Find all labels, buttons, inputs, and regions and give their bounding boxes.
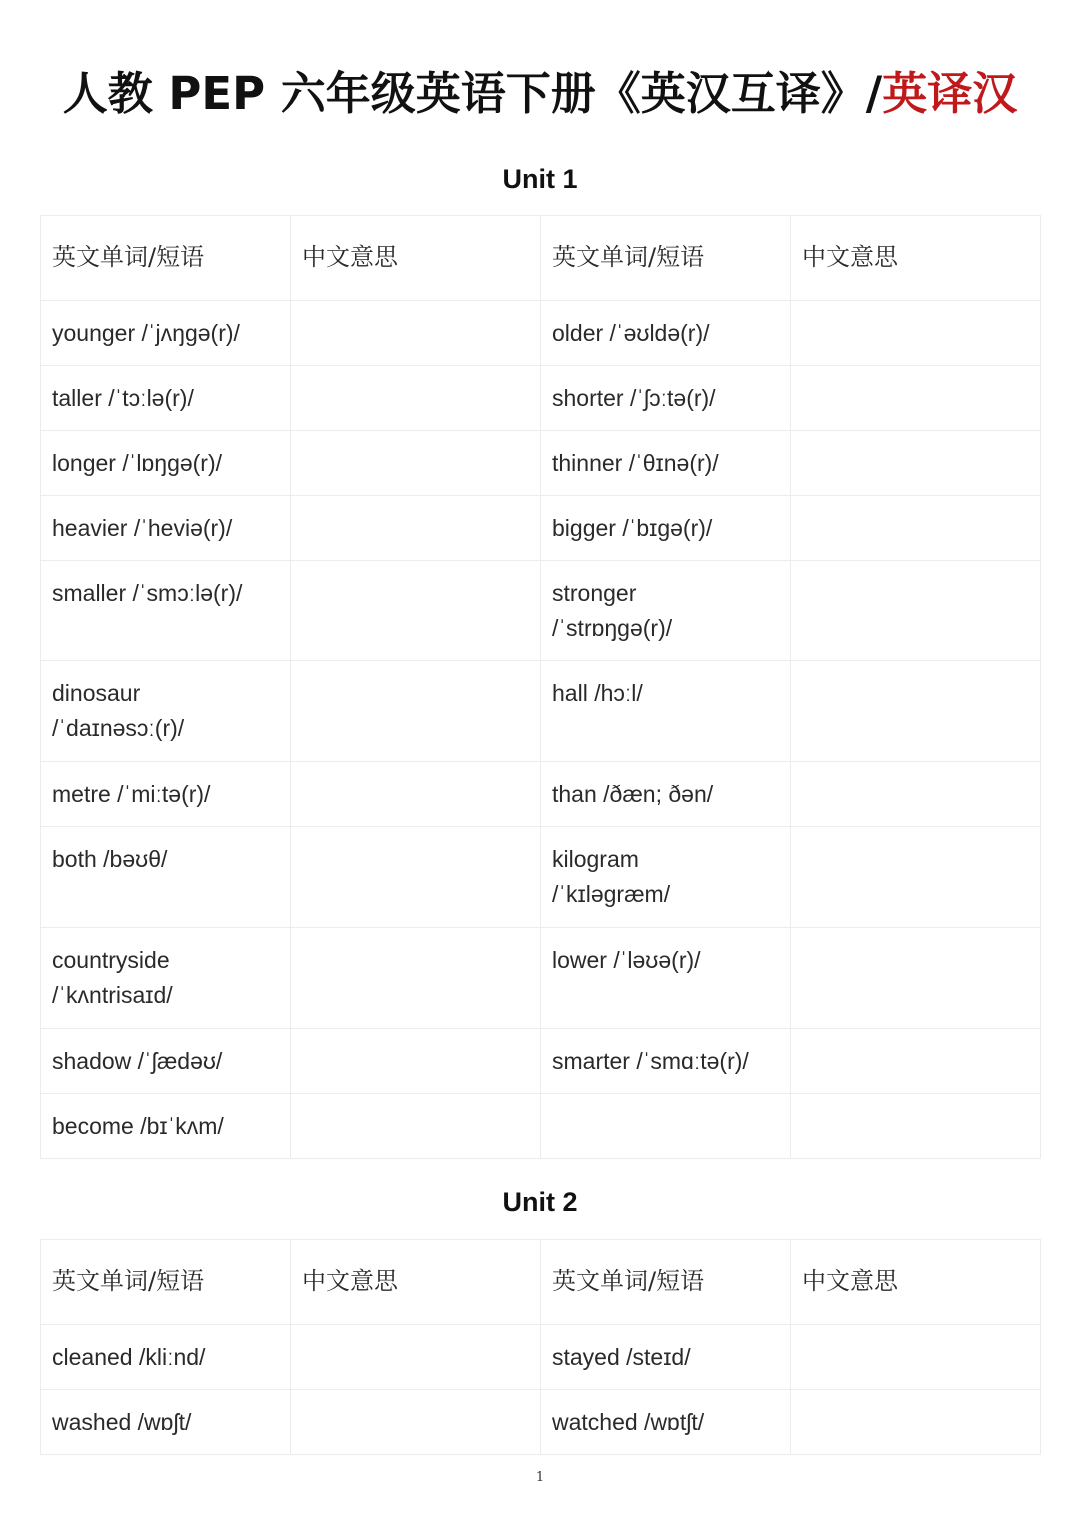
table-row — [41, 661, 1041, 762]
chinese-meaning-cell — [791, 827, 1041, 928]
table-row — [41, 431, 1041, 496]
english-word-cell: longer /ˈlɒŋɡə(r)/ — [41, 431, 291, 496]
chinese-meaning-cell — [791, 496, 1041, 561]
english-word-cell: older /ˈəʊldə(r)/ — [541, 301, 791, 366]
table-row — [41, 301, 1041, 366]
english-word-cell: smaller /ˈsmɔːlə(r)/ — [41, 561, 291, 661]
english-word-cell: dinosaur /ˈdaɪnəsɔː(r)/ — [41, 661, 291, 762]
page-title — [0, 62, 1080, 126]
chinese-meaning-cell — [791, 1094, 1041, 1159]
table-header-row — [41, 216, 1041, 301]
chinese-meaning-cell — [291, 431, 541, 496]
chinese-meaning-cell — [291, 661, 541, 762]
english-word-cell: countryside /ˈkʌntrisaɪd/ — [41, 928, 291, 1029]
chinese-meaning-cell — [291, 1390, 541, 1455]
table-row — [41, 827, 1041, 928]
english-word-cell: hall /hɔːl/ — [541, 661, 791, 762]
english-word-cell: smarter /ˈsmɑːtə(r)/ — [541, 1029, 791, 1094]
table-row — [41, 561, 1041, 661]
english-word-cell: shorter /ˈʃɔːtə(r)/ — [541, 366, 791, 431]
english-word-cell: metre /ˈmiːtə(r)/ — [41, 762, 291, 827]
chinese-meaning-cell — [791, 431, 1041, 496]
table-row — [41, 1029, 1041, 1094]
english-word-cell: than /ðæn; ðən/ — [541, 762, 791, 827]
english-word-cell: shadow /ˈʃædəʊ/ — [41, 1029, 291, 1094]
english-word-cell: bigger /ˈbɪɡə(r)/ — [541, 496, 791, 561]
english-word-cell: kilogram /ˈkɪləɡræm/ — [541, 827, 791, 928]
column-header-english: 英文单词/短语 — [41, 1240, 291, 1325]
english-word-cell: cleaned /kliːnd/ — [41, 1325, 291, 1390]
chinese-meaning-cell — [291, 561, 541, 661]
column-header-chinese: 中文意思 — [791, 1240, 1041, 1325]
table-row — [41, 366, 1041, 431]
chinese-meaning-cell — [291, 762, 541, 827]
english-word-cell: lower /ˈləʊə(r)/ — [541, 928, 791, 1029]
chinese-meaning-cell — [791, 661, 1041, 762]
table-row — [41, 1390, 1041, 1455]
chinese-meaning-cell — [791, 1325, 1041, 1390]
column-header-chinese: 中文意思 — [791, 216, 1041, 301]
title-highlight: 英译汉 — [882, 67, 1018, 120]
table-header-row — [41, 1240, 1041, 1325]
chinese-meaning-cell — [291, 1325, 541, 1390]
unit-heading: Unit 1 — [502, 164, 578, 194]
column-header-english: 英文单词/短语 — [541, 1240, 791, 1325]
table-row — [41, 762, 1041, 827]
chinese-meaning-cell — [291, 1094, 541, 1159]
title-main: 人教 PEP 六年级英语下册《英汉互译》/ — [62, 67, 883, 120]
english-word-cell: both /bəʊθ/ — [41, 827, 291, 928]
english-word-cell: younger /ˈjʌŋɡə(r)/ — [41, 301, 291, 366]
chinese-meaning-cell — [291, 827, 541, 928]
column-header-english: 英文单词/短语 — [41, 216, 291, 301]
chinese-meaning-cell — [791, 1390, 1041, 1455]
english-word-cell: washed /wɒʃt/ — [41, 1390, 291, 1455]
chinese-meaning-cell — [791, 762, 1041, 827]
english-word-cell: heavier /ˈheviə(r)/ — [41, 496, 291, 561]
column-header-chinese: 中文意思 — [291, 1240, 541, 1325]
chinese-meaning-cell — [791, 301, 1041, 366]
english-word-cell: stronger /ˈstrɒŋɡə(r)/ — [541, 561, 791, 661]
table-row — [41, 1094, 1041, 1159]
chinese-meaning-cell — [291, 1029, 541, 1094]
english-word-cell: become /bɪˈkʌm/ — [41, 1094, 291, 1159]
english-word-cell: watched /wɒtʃt/ — [541, 1390, 791, 1455]
unit-heading: Unit 2 — [502, 1187, 578, 1217]
chinese-meaning-cell — [291, 928, 541, 1029]
chinese-meaning-cell — [291, 496, 541, 561]
chinese-meaning-cell — [791, 366, 1041, 431]
table-row — [41, 496, 1041, 561]
vocab-table — [40, 1239, 1041, 1455]
page-number: 1 — [535, 1470, 545, 1485]
chinese-meaning-cell — [291, 366, 541, 431]
column-header-chinese: 中文意思 — [291, 216, 541, 301]
english-word-cell — [541, 1094, 791, 1159]
chinese-meaning-cell — [791, 1029, 1041, 1094]
vocab-table — [40, 215, 1041, 1159]
chinese-meaning-cell — [791, 561, 1041, 661]
chinese-meaning-cell — [791, 928, 1041, 1029]
table-row — [41, 928, 1041, 1029]
table-row — [41, 1325, 1041, 1390]
english-word-cell: thinner /ˈθɪnə(r)/ — [541, 431, 791, 496]
english-word-cell: taller /ˈtɔːlə(r)/ — [41, 366, 291, 431]
column-header-english: 英文单词/短语 — [541, 216, 791, 301]
english-word-cell: stayed /steɪd/ — [541, 1325, 791, 1390]
chinese-meaning-cell — [291, 301, 541, 366]
